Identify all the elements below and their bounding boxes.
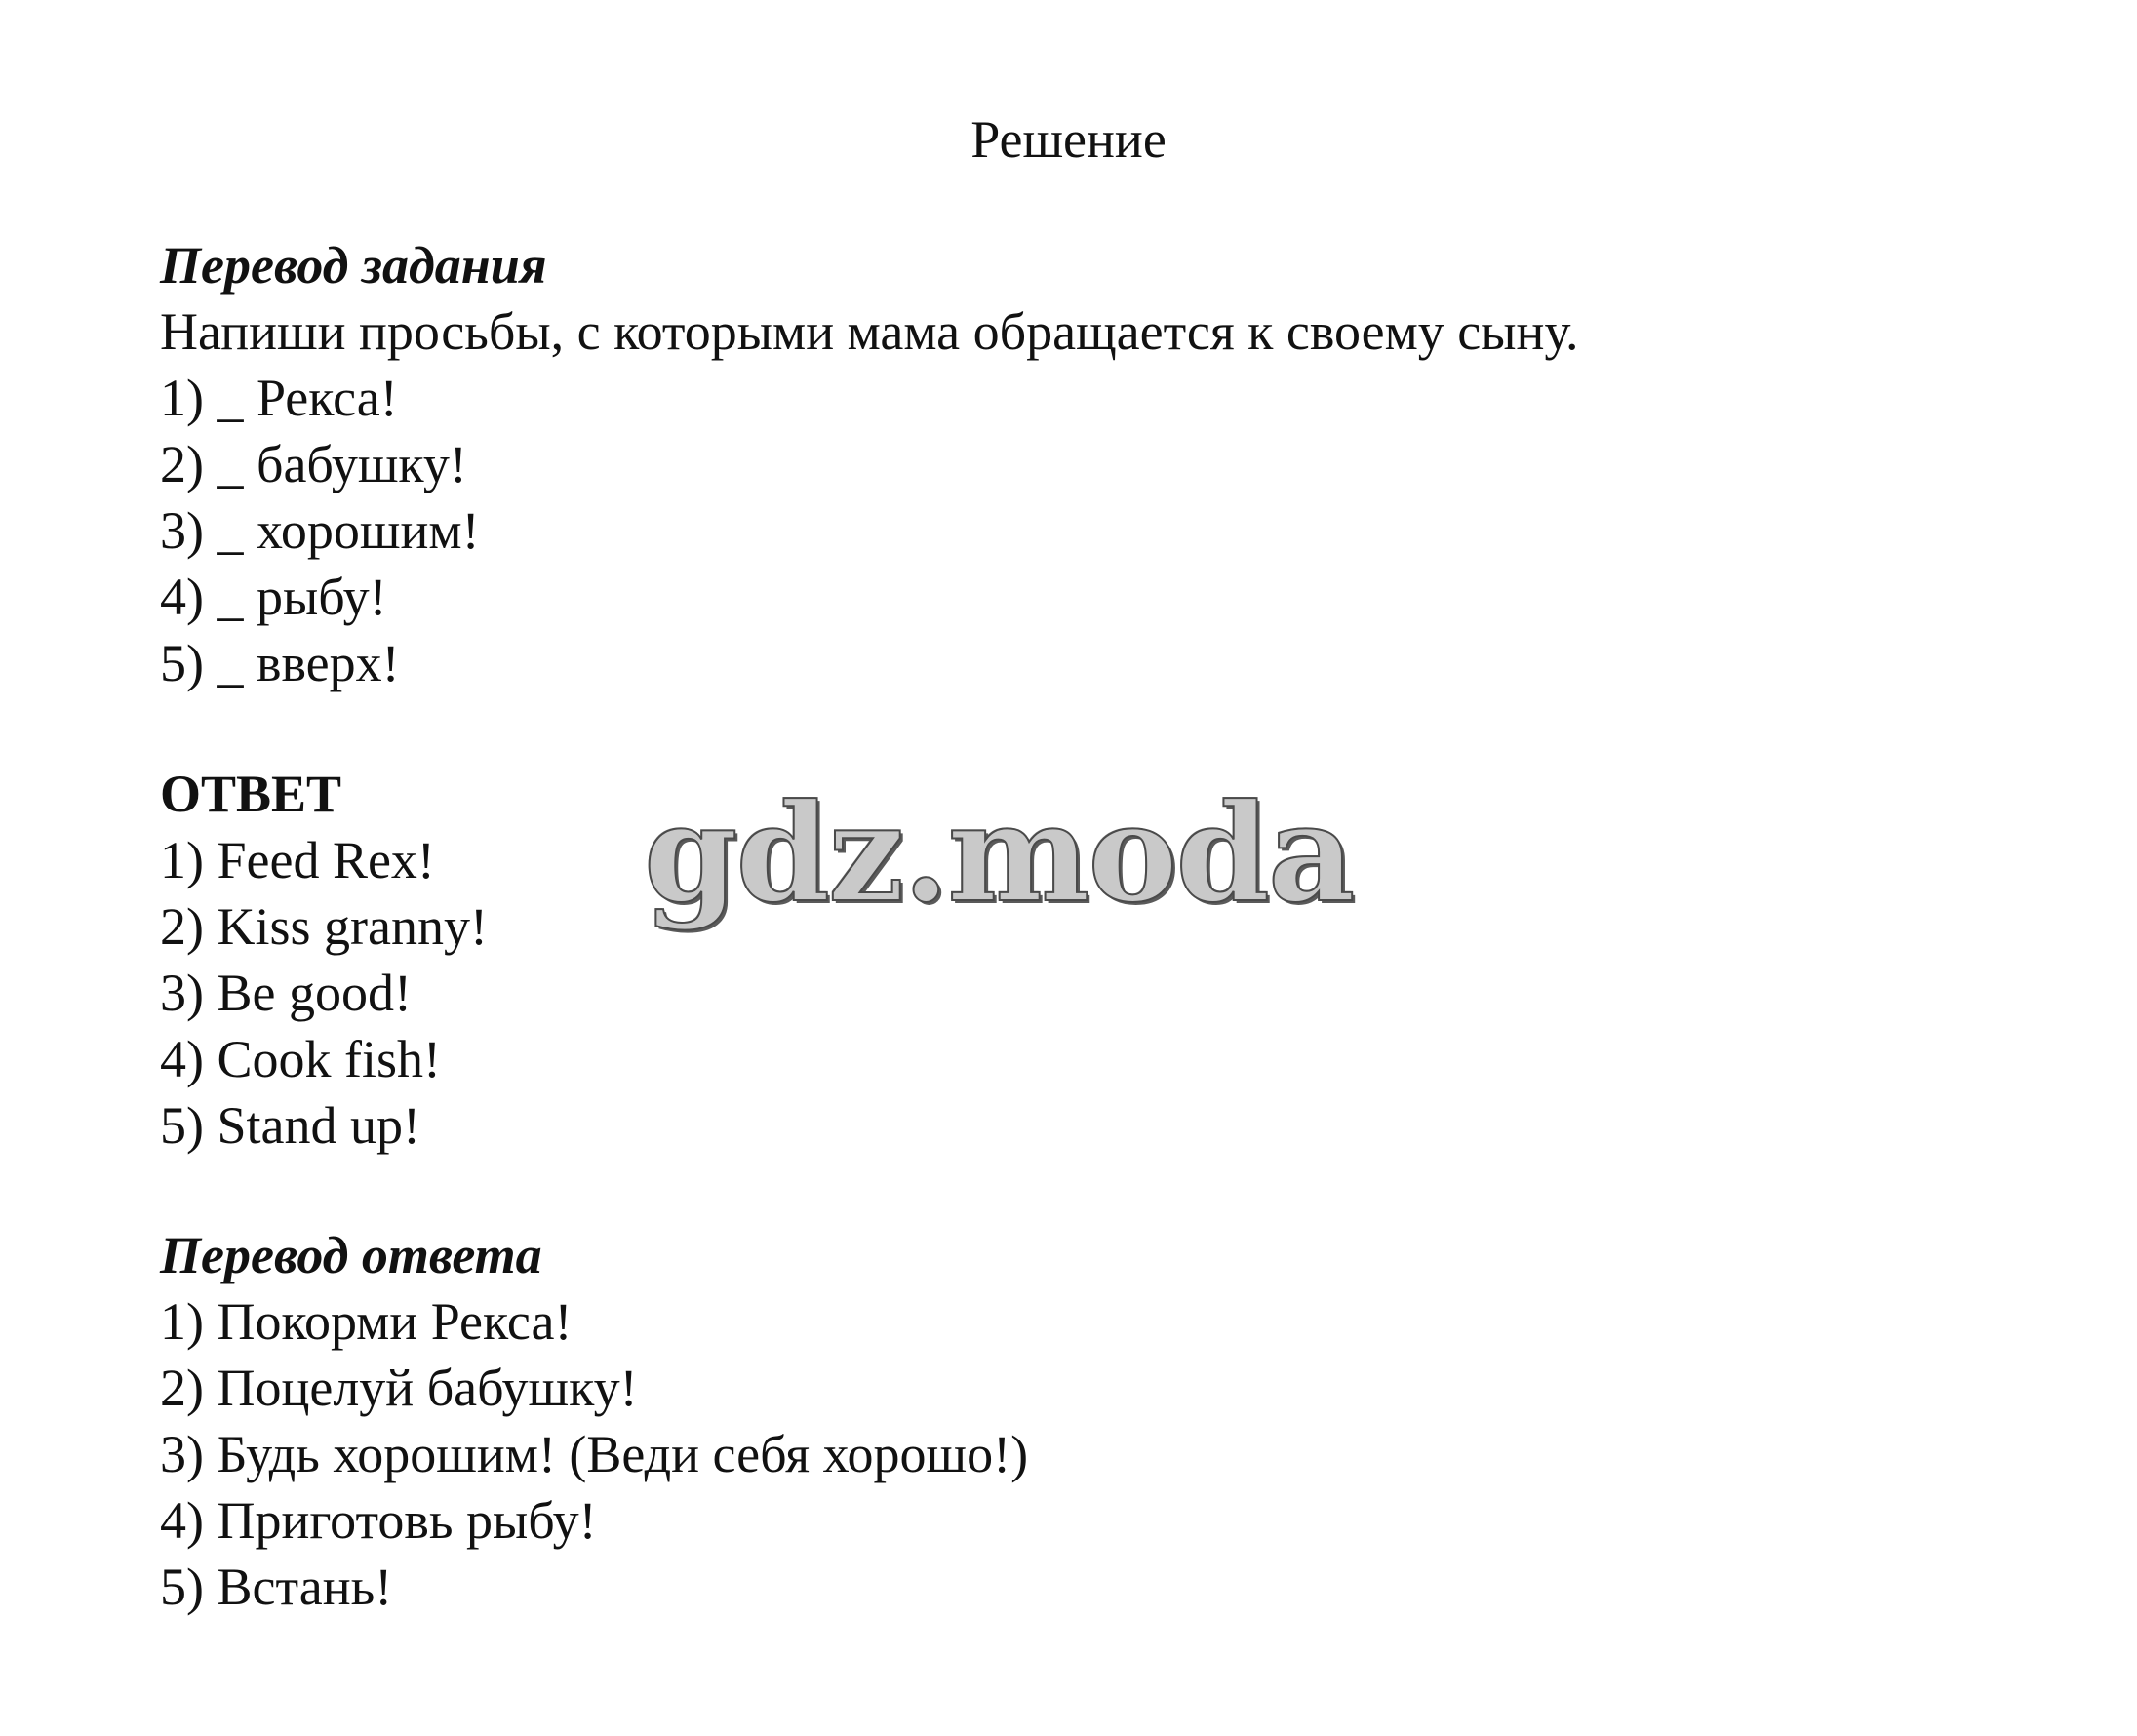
page-title: Решение bbox=[970, 110, 1167, 169]
list-item: 2) _ бабушку! bbox=[160, 435, 467, 493]
list-item: 5) Встань! bbox=[160, 1558, 393, 1616]
list-item: 4) Приготовь рыбу! bbox=[160, 1491, 597, 1550]
answer-section bbox=[160, 761, 488, 1159]
answer-items-list bbox=[160, 827, 488, 1159]
task-translation-heading: Перевод задания bbox=[160, 236, 547, 295]
list-item: 3) Будь хорошим! (Веди себя хорошо!) bbox=[160, 1425, 1029, 1483]
list-item: 3) Be good! bbox=[160, 964, 412, 1022]
list-item: 1) _ Рекса! bbox=[160, 369, 398, 427]
list-item: 2) Поцелуй бабушку! bbox=[160, 1359, 638, 1417]
task-translation-section bbox=[160, 232, 1579, 696]
answer-translation-heading: Перевод ответа bbox=[160, 1226, 542, 1284]
task-items-list bbox=[160, 365, 1579, 696]
list-item: 4) _ рыбу! bbox=[160, 568, 387, 626]
list-item: 4) Cook fish! bbox=[160, 1030, 441, 1088]
answer-heading: ОТВЕТ bbox=[160, 765, 342, 823]
list-item: 3) _ хорошим! bbox=[160, 501, 480, 560]
list-item: 5) _ вверх! bbox=[160, 634, 400, 692]
answer-translation-items-list bbox=[160, 1288, 1028, 1620]
watermark: gdz.moda bbox=[644, 773, 1354, 932]
task-instruction: Напиши просьбы, с которыми мама обращается к своему сыну. bbox=[160, 302, 1579, 361]
list-item: 2) Kiss granny! bbox=[160, 897, 488, 956]
answer-translation-section bbox=[160, 1222, 1028, 1620]
list-item: 5) Stand up! bbox=[160, 1096, 420, 1155]
list-item: 1) Покорми Рекса! bbox=[160, 1292, 573, 1351]
list-item: 1) Feed Rex! bbox=[160, 831, 435, 889]
